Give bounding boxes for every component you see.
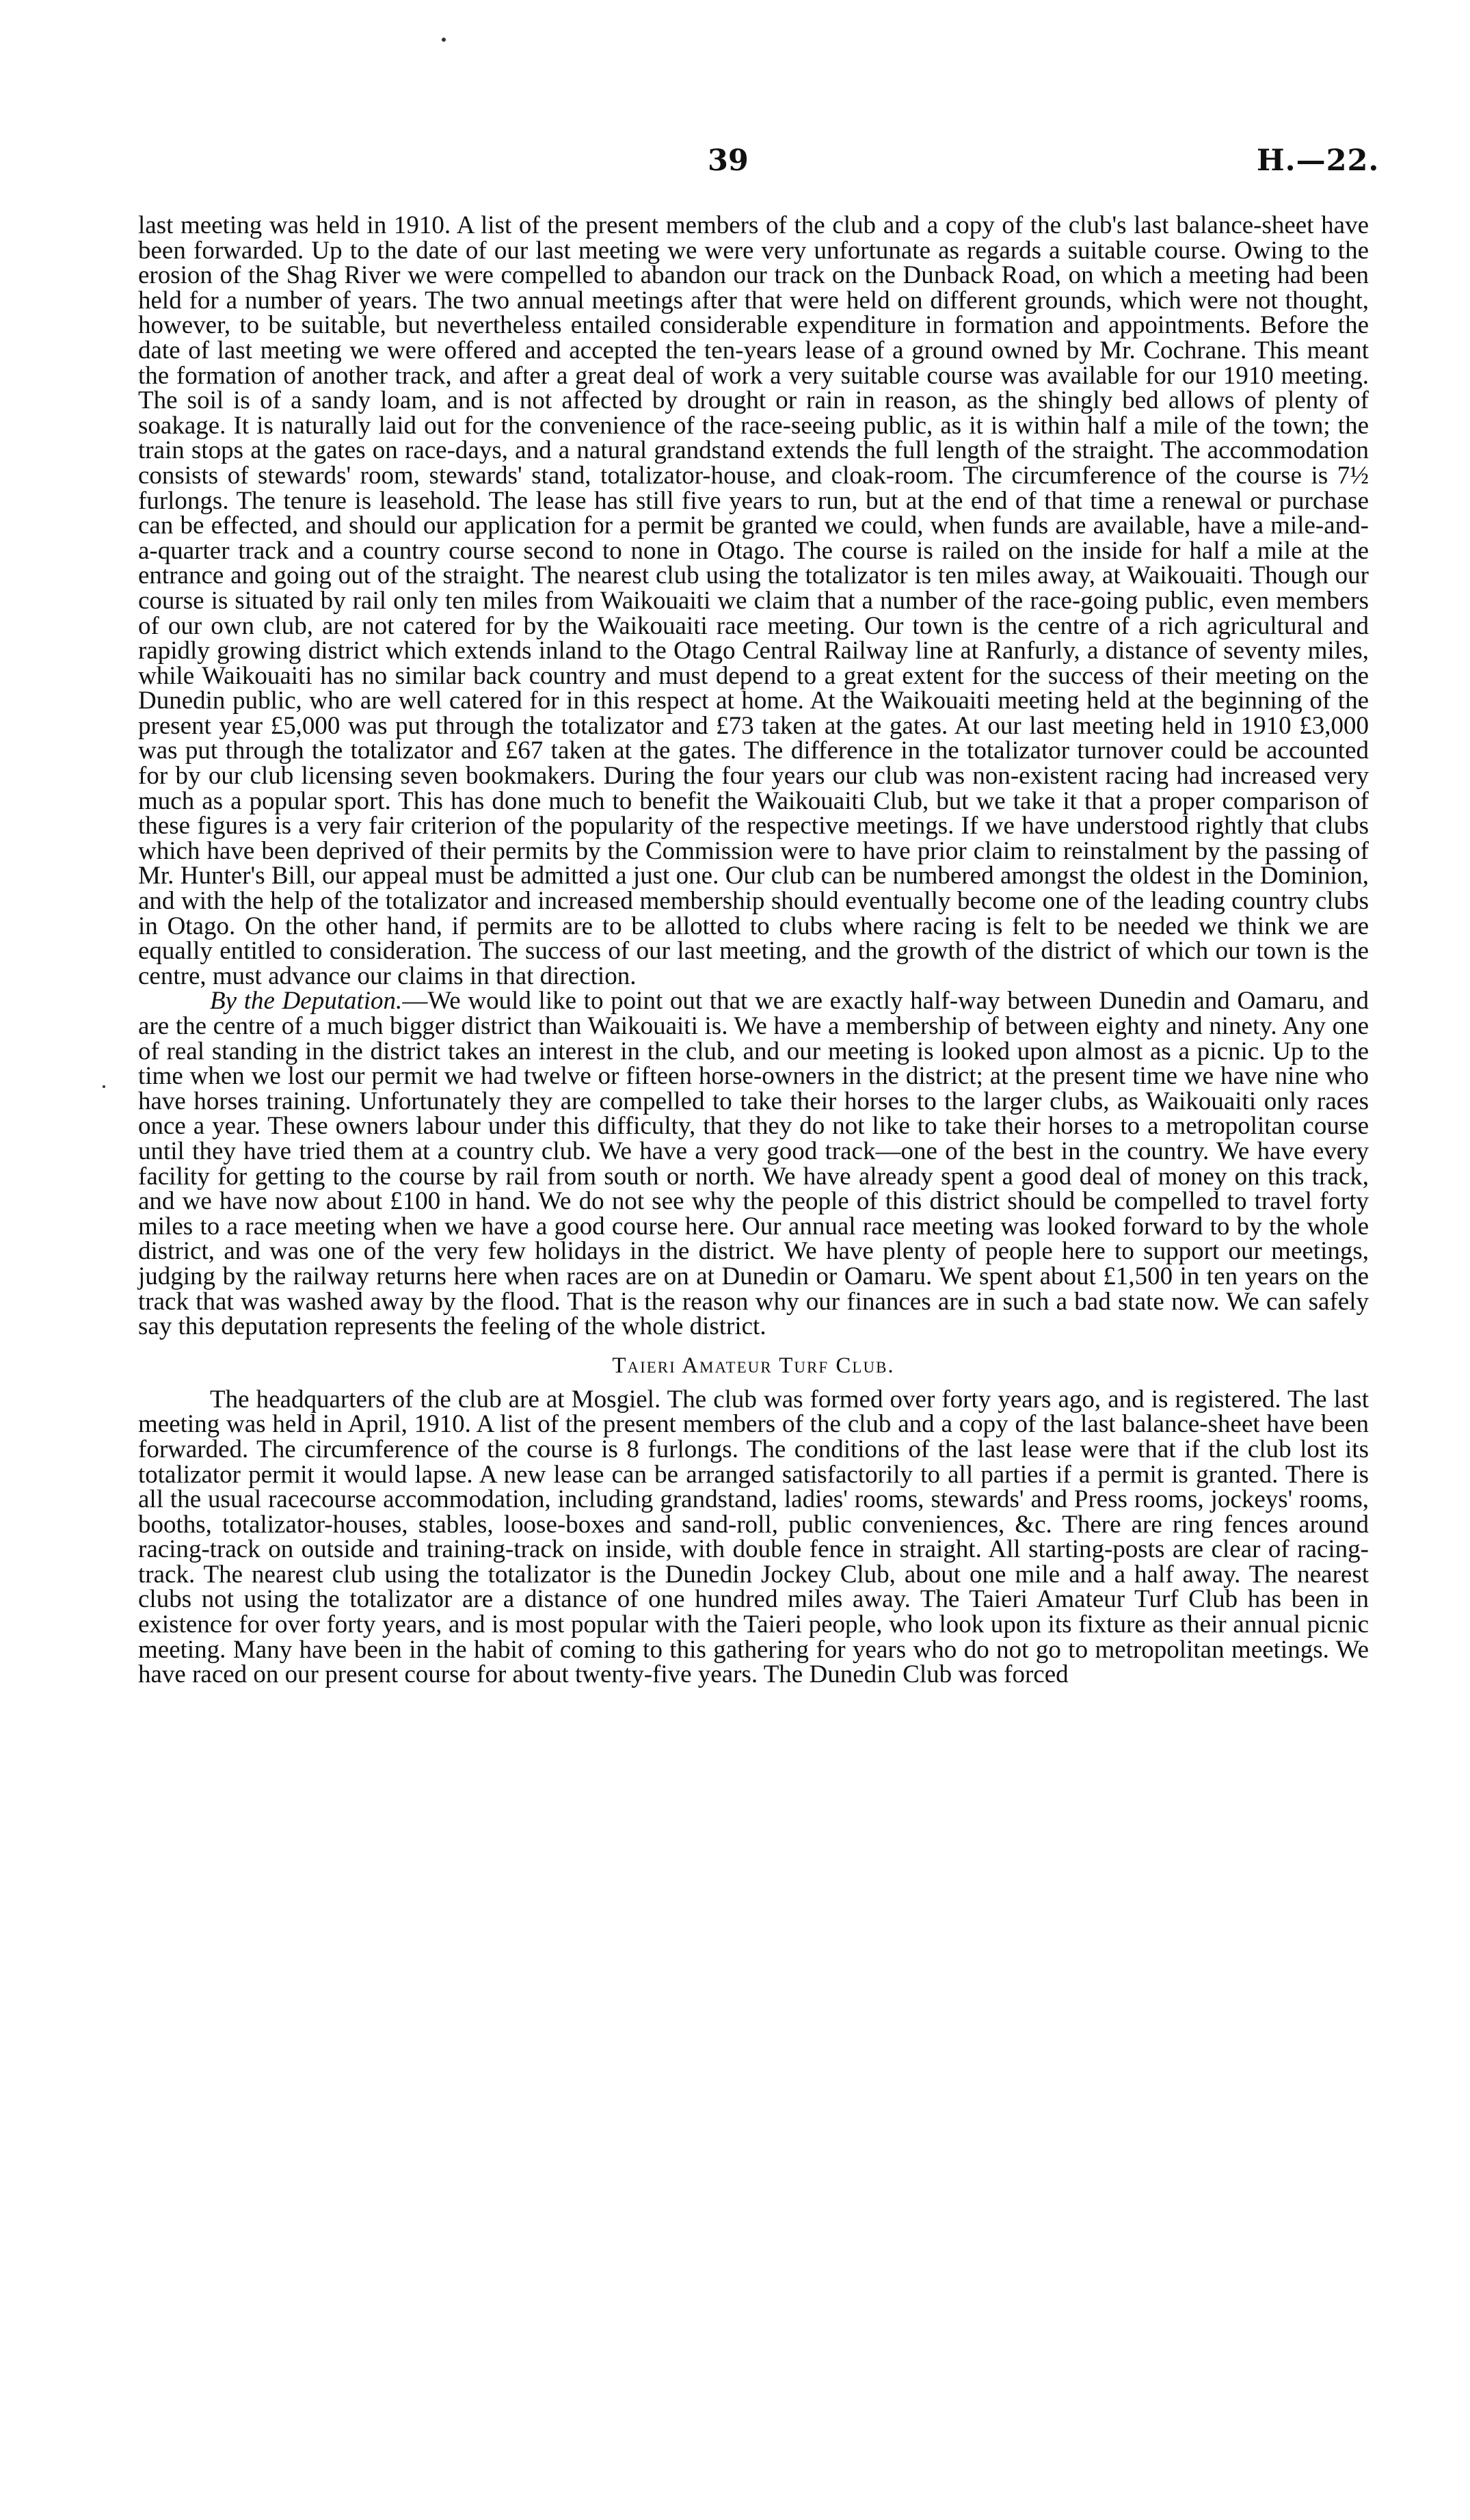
taieri-paragraph: The headquarters of the club are at Mosgiel. The club was formed over forty years ago, and is registered. The last meeting was held in April, 1910. A list of the present members of the club and a copy of the last balance-sheet have been forwarded. The circumference of the course is 8 furlongs. The conditions of the last lease were that if the club lost its totalizator permit it would lapse. A new lease can be arranged satisfactorily to all parties if a permit is granted. There is all the usual racecourse accommodation, including grandstand, ladies' rooms, stewards' and Press rooms, jockeys' rooms, booths, totalizator-houses, stables, loose-boxes and sand-roll, public conveniences, &c. There are ring fences around racing-track on outside and training-track on inside, with double fence in straight. All starting-posts are clear of racing-track. The nearest club using the totalizator is the Dunedin Jockey Club, about one mile and a half away. The nearest clubs not using the totalizator are a distance of one hundred miles away. The Taieri Amateur Turf Club has been in existence for over forty years, and is most popular with the Taieri people, who look upon its fixture as their annual picnic meeting. Many have been in the habit of coming to this gathering for years who do not go to metropolitan meetings. We have raced on our present course for about twenty-five years. The Dunedin Club was forced <box>138 1385 1369 1689</box>
deputation-paragraph <box>138 989 1369 1339</box>
deputation-text: —We would like to point out that we are exactly half-way between Dunedin and Oamaru, and are the centre of a much bigger district than Waikouaiti is. We have a membership of between eighty and ninety. Any one of real standing in the district takes an interest in the club, and our meeting is looked upon almost as a picnic. Up to the time when we lost our permit we had twelve or fifteen horse-owners in the district; at the present time we have nine who have horses training. Unfortunately they are compelled to take their horses to the larger clubs, as Waikouaiti only races once a year. These owners labour under this difficulty, that they do not like to take their horses to a metropolitan course until they have tried them at a country club. We have a very good track—one of the best in the country. We have every facility for getting to the course by rail from south or north. We have already spent a good deal of money on this track, and we have now about £100 in hand. We do not see why the people of this district should be compelled to travel forty miles to a race meeting when we have a good course here. Our annual race meeting was looked forward to by the whole district, and was one of the very few holidays in the district. We have plenty of people here to support our meetings, judging by the railway returns here when races are on at Dunedin or Oamaru. We spent about £1,500 in ten years on the track that was washed away by the flood. That is the reason why our finances are in such a bad state now. We can safely say this deputation represents the feeling of the whole district. <box>138 987 1369 1341</box>
section-heading: Taieri Amateur Turf Club. <box>612 1353 895 1378</box>
ink-speck <box>442 38 446 42</box>
page-header <box>0 140 1470 181</box>
document-reference: H.—22. <box>1257 144 1380 178</box>
ink-speck <box>103 1085 105 1088</box>
continuation-paragraph: last meeting was held in 1910. A list of the present members of the club and a copy of the club's last balance-sheet have been forwarded. Up to the date of our last meeting we were very unfortunate as regards a suitable course. Owing to the erosion of the Shag River we were compelled to abandon our track on the Dunback Road, on which a meeting had been held for a number of years. The two annual meetings after that were held on different grounds, which were not thought, however, to be suitable, but nevertheless entailed considerable expenditure in formation and appointments. Before the date of last meeting we were offered and accepted the ten-years lease of a ground owned by Mr. Cochrane. This meant the formation of another track, and after a great deal of work a very suitable course was available for our 1910 meeting. The soil is of a sandy loam, and is not affected by drought or rain in reason, as the shingly bed allows of plenty of soakage. It is naturally laid out for the convenience of the race-seeing public, as it is within half a mile of the town; the train stops at the gates on race-days, and a natural grandstand extends the full length of the straight. The accommodation consists of stewards' room, stewards' stand, totalizator-house, and cloak-room. The circumference of the course is 7½ furlongs. The tenure is leasehold. The lease has still five years to run, but at the end of that time a renewal or purchase can be effected, and should our application for a permit be granted we could, when funds are available, have a mile-and-a-quarter track and a country course second to none in Otago. The course is railed on the inside for half a mile at the entrance and going out of the straight. The nearest club using the totalizator is ten miles away, at Waikouaiti. Though our course is situated by rail only ten miles from Waikouaiti we claim that a number of the race-going public, even members of our own club, are not catered for by the Waikouaiti race meeting. Our town is the centre of a rich agricultural and rapidly growing district which extends inland to the Otago Central Railway line at Ranfurly, a distance of seventy miles, while Waikouaiti has no similar back country and must depend to a great extent for the success of their meeting on the Dunedin public, who are well catered for in this respect at home. At the Waikouaiti meeting held at the beginning of the present year £5,000 was put through the totalizator and £73 taken at the gates. At our last meeting held in 1910 £3,000 was put through the totalizator and £67 taken at the gates. The difference in the totalizator turnover could be accounted for by our club licensing seven bookmakers. During the four years our club was non-existent racing had increased very much as a popular sport. This has done much to benefit the Waikouaiti Club, but we take it that a proper comparison of these figures is a very fair criterion of the popularity of the respective meetings. If we have understood rightly that clubs which have been deprived of their permits by the Commission were to have prior claim to reinstalment by the passing of Mr. Hunter's Bill, our appeal must be admitted a just one. Our club can be numbered amongst the oldest in the Dominion, and with the help of the totalizator and increased membership should eventually become one of the leading country clubs in Otago. On the other hand, if permits are to be allotted to clubs where racing is felt to be needed we think we are equally entitled to consideration. The success of our last meeting, and the growth of the district of which our town is the centre, must advance our claims in that direction. <box>138 211 1369 990</box>
deputation-lead: By the Deputation. <box>210 987 403 1016</box>
body-text <box>138 213 1369 1688</box>
page-number: 39 <box>708 144 749 178</box>
